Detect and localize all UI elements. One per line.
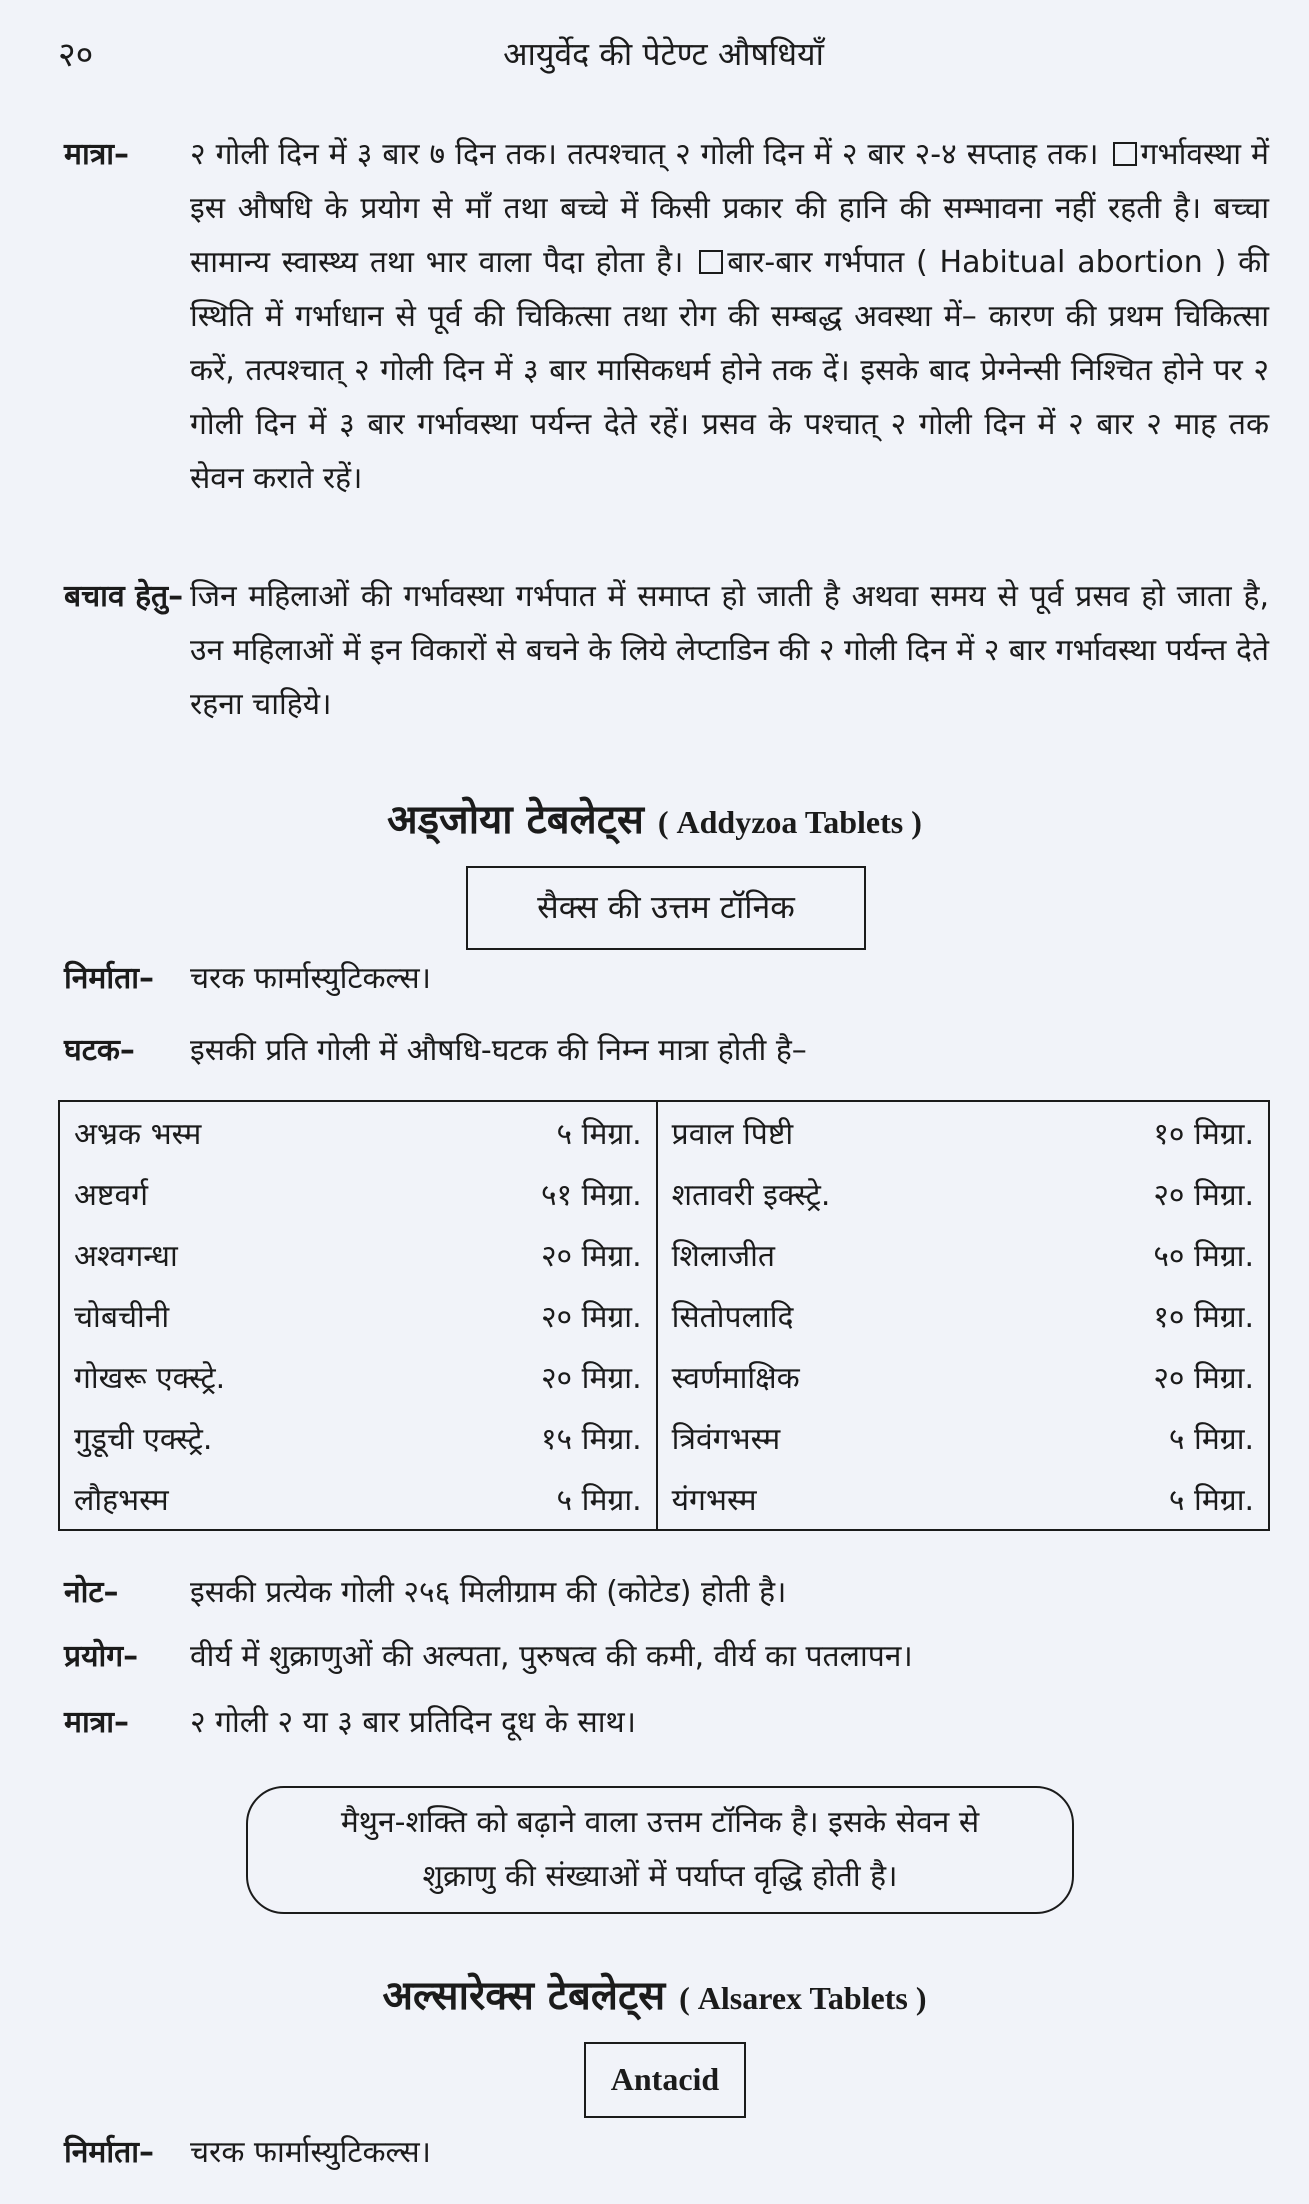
addyzoa-title-english: ( Addyzoa Tablets ) <box>657 804 922 840</box>
ingredient-qty: ५ मिग्रा. <box>556 1117 642 1152</box>
ingredient-qty: ५ मिग्रा. <box>1168 1422 1254 1457</box>
highlight-line-1: मैथुन-शक्ति को बढ़ाने वाला उत्तम टॉनिक है। इसके सेवन से <box>340 1805 980 1840</box>
dosage-label: मात्रा– <box>64 1705 130 1740</box>
addyzoa-ingredients-intro <box>64 1024 1269 1078</box>
ingredient-qty: ५१ मिग्रा. <box>540 1178 642 1213</box>
table-row <box>59 1285 1269 1346</box>
ingredient-qty: २० मिग्रा. <box>540 1239 642 1274</box>
ingredient-name: सितोपलादि <box>657 1285 1019 1346</box>
prevention-text: जिन महिलाओं की गर्भावस्था गर्भपात में समाप्त हो जाती है अथवा समय से पूर्व प्रसव हो जाता है, उन महिलाओं में इन विकारों से बचने के लिये लेप्टाडिन की २ गोली दिन में २ बार गर्भावस्था पर्यन्त देते रहना चाहिये। <box>190 579 1269 722</box>
ingredient-name: अश्वगन्धा <box>74 1239 178 1274</box>
alsarex-manufacturer <box>64 2126 1269 2180</box>
table-row <box>59 1101 1269 1163</box>
ingredient-name: अष्टवर्ग <box>74 1178 149 1213</box>
ingredient-name: गोखरू एक्स्ट्रे. <box>74 1361 226 1396</box>
ingredient-qty: २० मिग्रा. <box>540 1361 642 1396</box>
addyzoa-usage <box>64 1630 1269 1684</box>
ingredients-text: इसकी प्रति गोली में औषधि-घटक की निम्न मात्रा होती है– <box>190 1033 807 1068</box>
ingredients-table <box>58 1100 1270 1531</box>
alsarex-tagline: Antacid <box>584 2042 746 2118</box>
alsarex-title <box>0 1966 1309 2021</box>
ingredient-qty: ५ मिग्रा. <box>556 1483 642 1518</box>
ingredient-qty: ५ मिग्रा. <box>1168 1483 1254 1518</box>
dosage-p2: गर्भावस्था में इस औषधि के प्रयोग से माँ तथा बच्चे में किसी प्रकार की हानि की सम्भावना नहीं रहती है। बच्चा सामान्य स्वास्थ्य तथा भार वाला पैदा होता है। <box>190 137 1269 280</box>
ingredient-name: चोबचीनी <box>74 1300 170 1335</box>
highlight-line-2: शुक्राणु की संख्याओं में पर्याप्त वृद्धि होती है। <box>422 1859 898 1894</box>
table-row <box>59 1224 1269 1285</box>
ingredient-name: त्रिवंगभस्म <box>657 1407 1019 1468</box>
note-label: नोट– <box>64 1575 119 1610</box>
square-bullet-icon <box>699 250 723 274</box>
ingredient-qty: ५० मिग्रा. <box>1153 1239 1254 1274</box>
ingredients-label: घटक– <box>64 1033 135 1068</box>
ingredient-name: लौहभस्म <box>74 1483 169 1518</box>
addyzoa-title <box>0 790 1309 845</box>
addyzoa-dosage <box>64 1696 1269 1750</box>
table-row <box>59 1346 1269 1407</box>
table-row <box>59 1407 1269 1468</box>
prevention-label: बचाव हेतु– <box>64 579 184 614</box>
manufacturer-text: चरक फार्मास्युटिकल्स। <box>190 961 432 996</box>
ingredient-name: अभ्रक भस्म <box>74 1117 202 1152</box>
manufacturer-label: निर्माता– <box>64 2135 154 2170</box>
ingredient-name: स्वर्णमाक्षिक <box>657 1346 1019 1407</box>
dosage-section <box>64 128 1269 506</box>
page-header <box>58 30 1269 80</box>
square-bullet-icon <box>1113 142 1137 166</box>
dosage-text: २ गोली २ या ३ बार प्रतिदिन दूध के साथ। <box>190 1705 637 1740</box>
highlight-box <box>246 1786 1074 1914</box>
addyzoa-manufacturer <box>64 952 1269 1006</box>
manufacturer-text: चरक फार्मास्युटिकल्स। <box>190 2135 432 2170</box>
dosage-text <box>190 128 1269 506</box>
alsarex-title-hindi: अल्सारेक्स टेबलेट्स <box>382 1973 666 2019</box>
ingredient-qty: १० मिग्रा. <box>1153 1117 1254 1152</box>
ingredient-qty: २० मिग्रा. <box>540 1300 642 1335</box>
ingredient-name: प्रवाल पिष्टी <box>657 1101 1019 1163</box>
dosage-label: मात्रा– <box>64 137 130 172</box>
manufacturer-label: निर्माता– <box>64 961 154 996</box>
dosage-p1: २ गोली दिन में ३ बार ७ दिन तक। तत्पश्चात् २ गोली दिन में २ बार २-४ सप्ताह तक। <box>190 137 1099 172</box>
dosage-p3: बार-बार गर्भपात ( Habitual abortion ) की स्थिति में गर्भाधान से पूर्व की चिकित्सा तथा रोग की सम्बद्ध अवस्था में– कारण की प्रथम चिकित्सा करें, तत्पश्चात् २ गोली दिन में ३ बार मासिकधर्म होने तक दें। इसके बाद प्रेग्नेन्सी निश्चित होने पर २ गोली दिन में ३ बार गर्भावस्था पर्यन्त देते रहें। प्रसव के पश्चात् २ गोली दिन में २ बार २ माह तक सेवन कराते रहें। <box>190 245 1269 496</box>
addyzoa-tagline: सैक्स की उत्तम टॉनिक <box>466 866 866 950</box>
usage-text: वीर्य में शुक्राणुओं की अल्पता, पुरुषत्व की कमी, वीर्य का पतलापन। <box>190 1639 913 1674</box>
ingredient-name: गुडूची एक्स्ट्रे. <box>74 1422 213 1457</box>
ingredient-qty: १५ मिग्रा. <box>540 1422 642 1457</box>
ingredient-qty: २० मिग्रा. <box>1153 1178 1254 1213</box>
alsarex-title-english: ( Alsarex Tablets ) <box>679 1980 927 2016</box>
ingredient-name: शतावरी इक्स्ट्रे. <box>657 1163 1019 1224</box>
ingredient-name: शिलाजीत <box>657 1224 1019 1285</box>
addyzoa-note <box>64 1566 1269 1620</box>
running-title: आयुर्वेद की पेटेण्ट औषधियाँ <box>503 35 824 73</box>
ingredient-qty: २० मिग्रा. <box>1153 1361 1254 1396</box>
ingredient-qty: १० मिग्रा. <box>1153 1300 1254 1335</box>
addyzoa-title-hindi: अड्जोया टेबलेट्स <box>387 797 644 843</box>
ingredient-name: यंगभस्म <box>657 1468 1019 1530</box>
note-text: इसकी प्रत्येक गोली २५६ मिलीग्राम की (कोटेड) होती है। <box>190 1575 787 1610</box>
prevention-section <box>64 570 1269 732</box>
usage-label: प्रयोग– <box>64 1639 139 1674</box>
page-number: २० <box>58 35 94 75</box>
table-row <box>59 1468 1269 1530</box>
table-row <box>59 1163 1269 1224</box>
